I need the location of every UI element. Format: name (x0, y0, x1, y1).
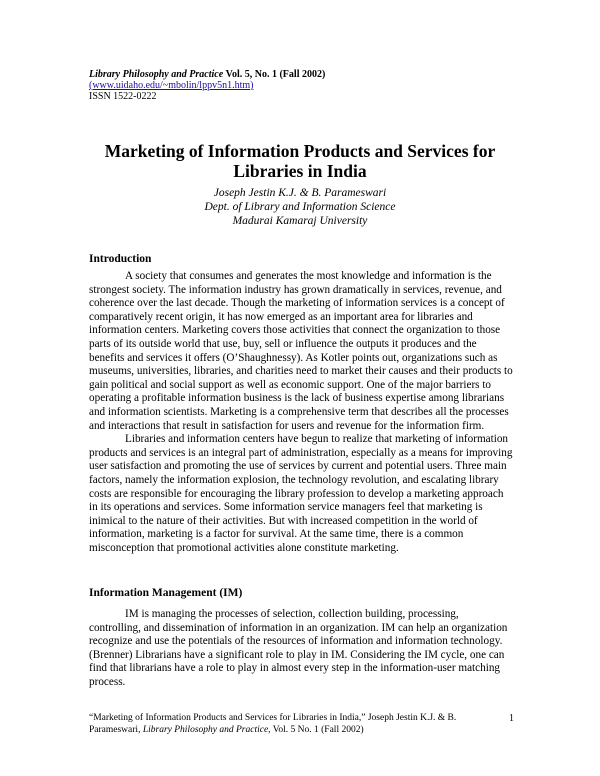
page-number: 1 (509, 713, 514, 724)
title-line-1: Marketing of Information Products and Services for (104, 141, 496, 161)
journal-name: Library Philosophy and Practice (89, 69, 224, 80)
information-management-body (89, 608, 513, 690)
section-heading-introduction: Introduction (89, 253, 152, 265)
issn: ISSN 1522-0222 (89, 91, 157, 102)
journal-volume: Vol. 5, No. 1 (Fall 2002) (225, 69, 326, 80)
author-university: Madurai Kamaraj University (232, 215, 368, 227)
journal-url-link[interactable]: (www.uidaho.edu/~mbolin/lppv5n1.htm) (89, 80, 254, 91)
citation-prefix: “Marketing of Information Products and Services for Libraries in India,” Joseph Jestin K.J. & B. Parameswari, (89, 713, 457, 735)
author-block (60, 186, 540, 228)
paragraph: Libraries and information centers have begun to realize that marketing of information products and services is an integral part of administration, especially as a means for improving user satisfaction and promoting the use of services by current and potential users. Three main factors, namely the information explosion, the technology revolution, and escalating library costs are responsible for encouraging the library profession to develop a marketing approach in its operations and services. Some information service managers feel that marketing is inimical to the nature of their activities. But with increased competition in the world of information, marketing is a factor for survival. At the same time, there is a common misconception that promotional activities alone constitute marketing. (89, 433, 513, 554)
paragraph: IM is managing the processes of selection, collection building, processing, controlling, and dissemination of information in an organization. IM can help an organization recognize and use the potentials of the resources of information and information technology. (Brenner) Librarians have a significant role to play in IM. Considering the IM cycle, one can find that librarians have a role to play in almost every step in the information-user matching process. (89, 608, 508, 688)
journal-header (89, 69, 325, 102)
introduction-body (89, 270, 513, 555)
paper-title (60, 141, 540, 181)
citation-journal: Library Philosophy and Practice, (142, 724, 271, 735)
section-heading-information-management: Information Management (IM) (89, 587, 243, 599)
paragraph: A society that consumes and generates the most knowledge and information is the strongest society. The information industry has grown dramatically in services, revenue, and coherence over the last decade. Though the marketing of information services is a concept of comparatively recent origin, it has now emerged as an important area for libraries and information centers. Marketing covers those activities that connect the organization to those parts of its outside world that use, buy, sell or influence the outputs it produces and the benefits and services it offers (O’Shaughnessy). As Kotler points out, organizations such as museums, universities, libraries, and charities need to market their causes and their products to gain political and social support as well as economic support. One of the major barriers to operating a profitable information business is the lack of business expertise among librarians and information scientists. Marketing is a comprehensive term that describes all the processes and interactions that result in satisfaction for users and revenue for the information firm. (89, 270, 513, 432)
author-department: Dept. of Library and Information Science (204, 201, 396, 213)
citation-suffix: Vol. 5 No. 1 (Fall 2002) (270, 724, 364, 735)
author-names: Joseph Jestin K.J. & B. Parameswari (213, 187, 387, 199)
page-footer (89, 713, 513, 736)
footer-citation (89, 713, 489, 736)
title-line-2: Libraries in India (233, 161, 367, 181)
